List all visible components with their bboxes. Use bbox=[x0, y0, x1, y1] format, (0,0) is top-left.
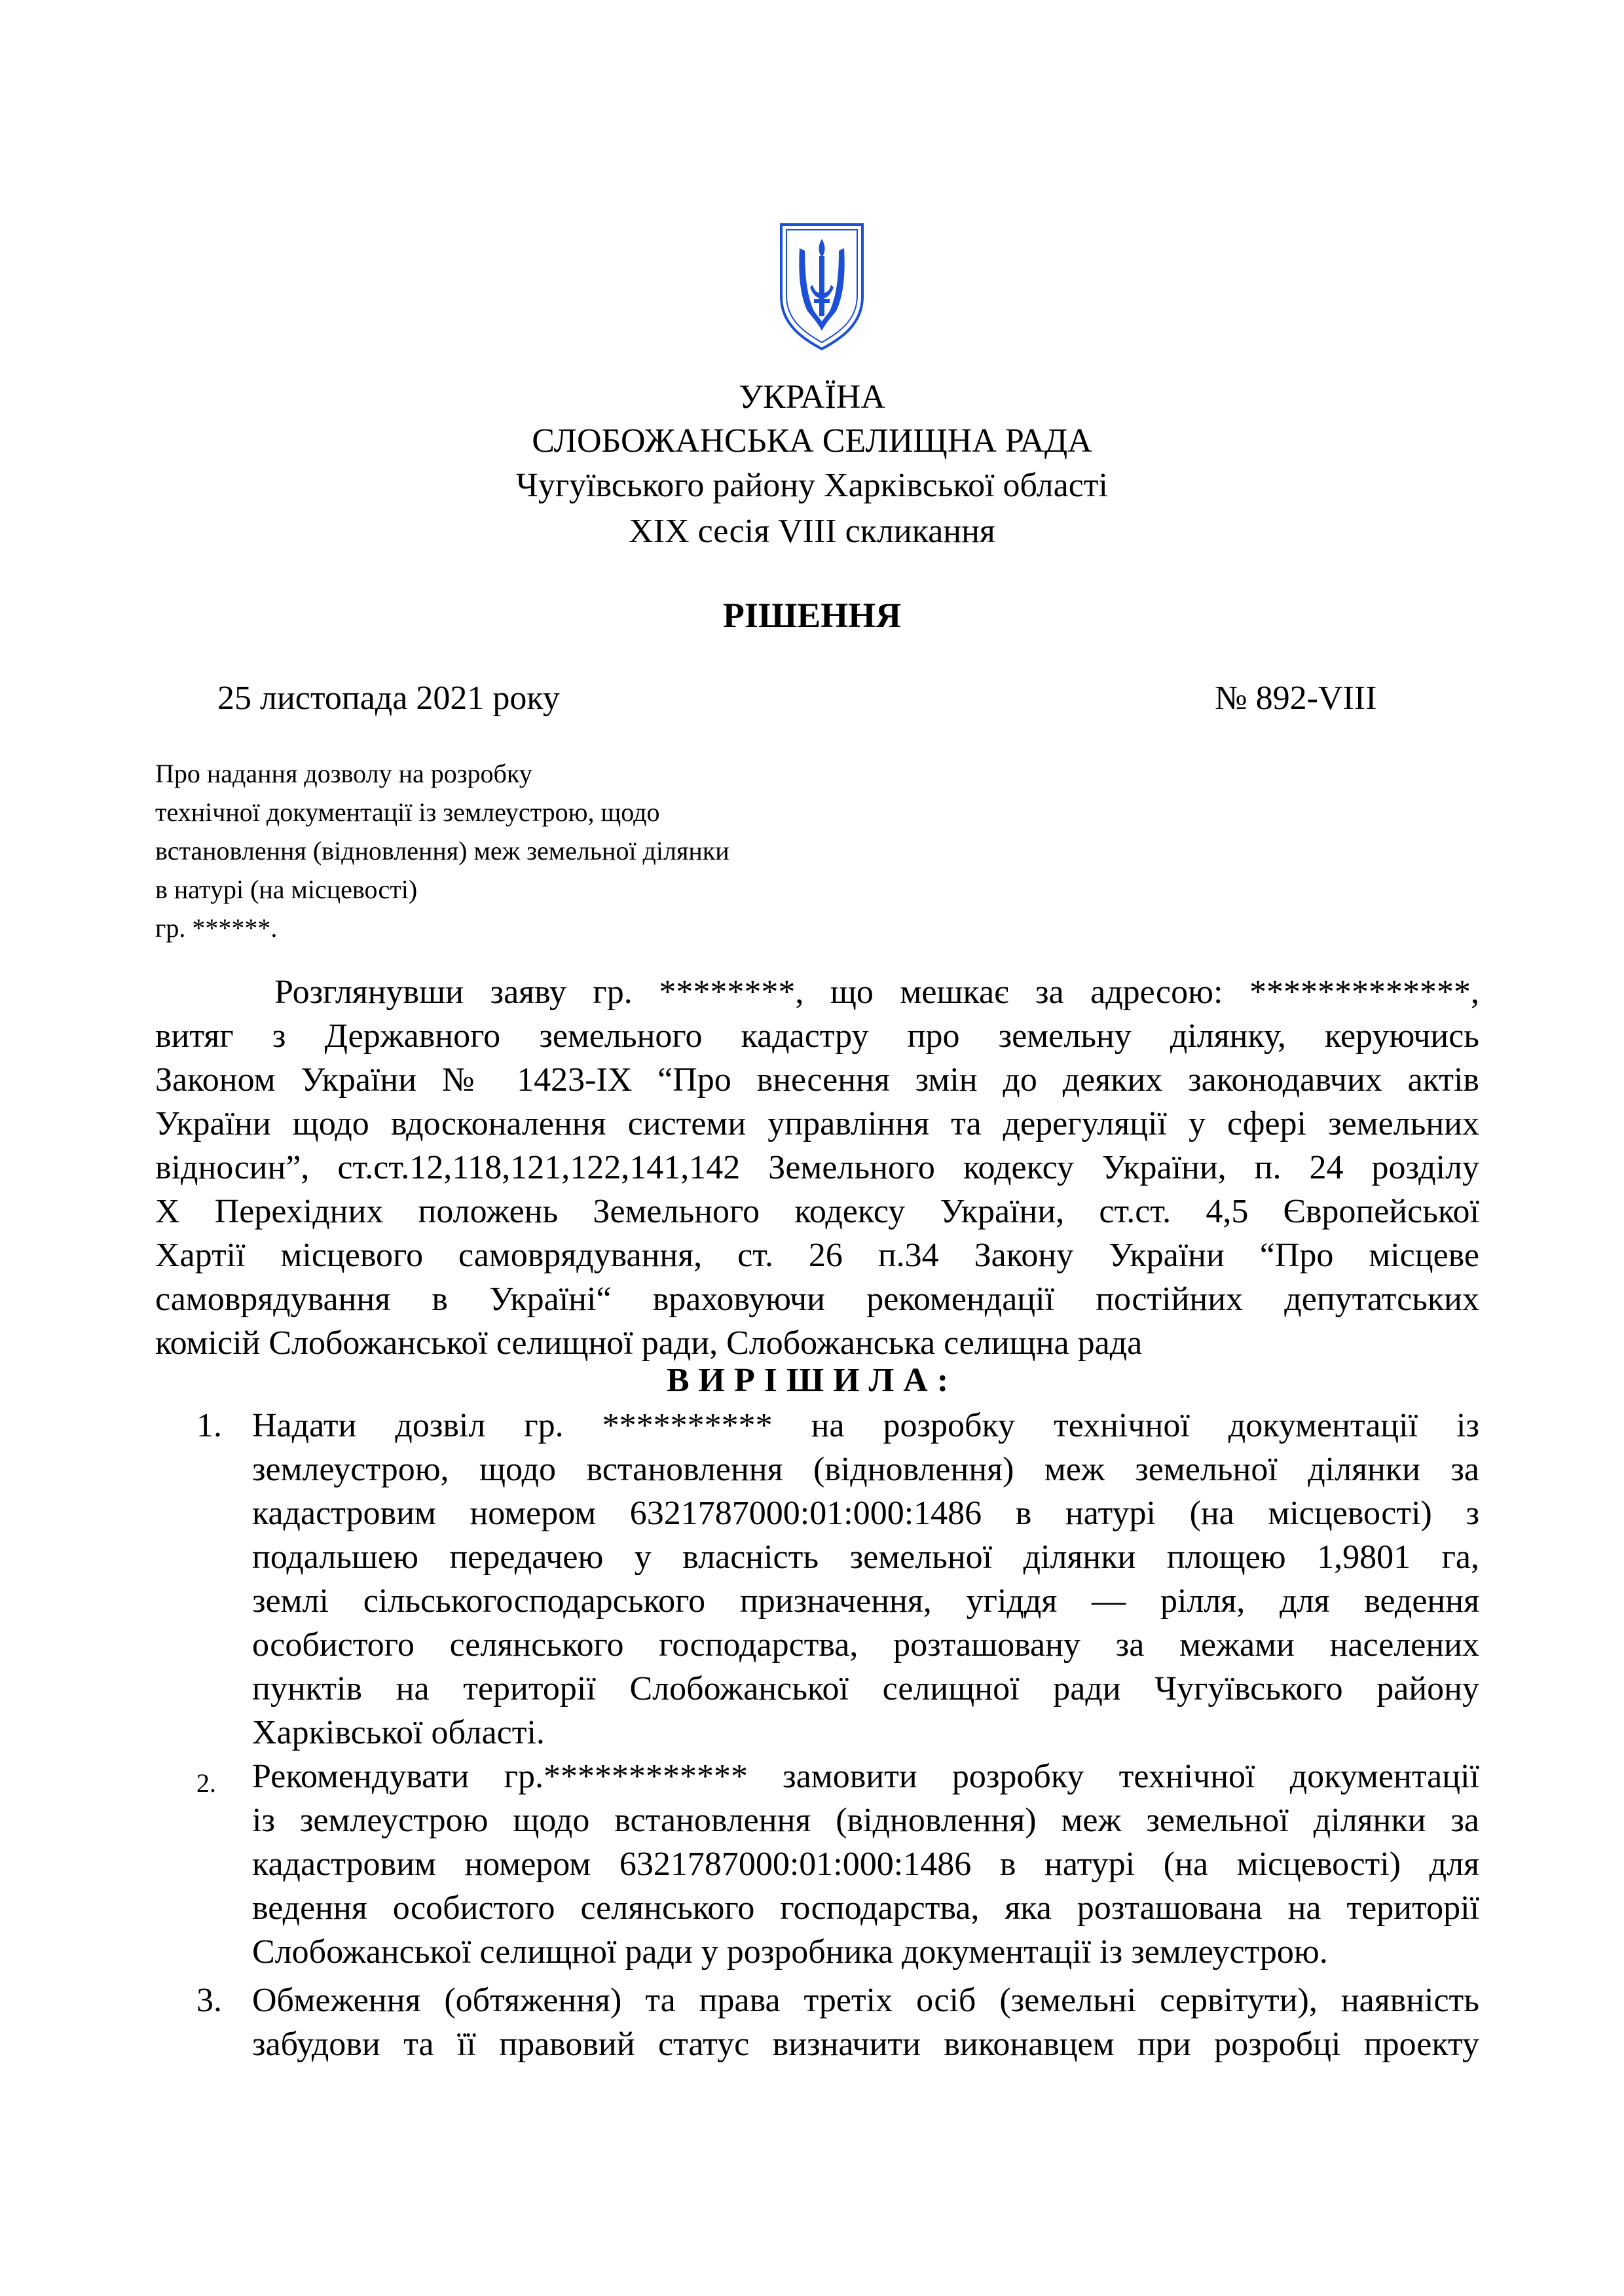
subject-line: встановлення (відновлення) меж земельної ділянки bbox=[155, 836, 729, 866]
preamble-line: комісій Слобожанської селищної ради, Слобожанська селищна рада bbox=[155, 1324, 1143, 1362]
document-title: РІШЕННЯ bbox=[722, 596, 902, 635]
item-line: Харківської області. bbox=[252, 1714, 545, 1751]
item-line: подальшею передачею у власність земельної ділянки площею 1,9801 га, bbox=[252, 1539, 1479, 1576]
subject-line: гр. ******. bbox=[155, 913, 278, 943]
item-line: Рекомендувати гр.************ замовити розробку технічної документації bbox=[252, 1758, 1479, 1795]
preamble-line: X Перехідних положень Земельного кодексу України, ст.ст. 4,5 Європейської bbox=[155, 1193, 1479, 1230]
list-item bbox=[252, 1404, 1479, 1755]
list-item bbox=[252, 1978, 1479, 2066]
item-line: пунктів на території Слобожанської селищної ради Чугуївського району bbox=[252, 1670, 1479, 1707]
preamble bbox=[155, 970, 1479, 1365]
item-line: Обмеження (обтяження) та права третіх осіб (земельні сервітути), наявність bbox=[252, 1982, 1479, 2019]
item-line: кадастровим номером 6321787000:01:000:1486 в натурі (на місцевості) з bbox=[252, 1495, 1479, 1532]
preamble-line: Законом України № 1423-IX “Про внесення змін до деяких законодавчих актів bbox=[155, 1061, 1479, 1099]
item-line: Надати дозвіл гр. ********** на розробку технічної документації із bbox=[252, 1407, 1479, 1444]
item-line: із землеустрою щодо встановлення (відновлення) меж земельної ділянки за bbox=[252, 1802, 1479, 1839]
item-number: 2. bbox=[196, 1768, 216, 1798]
preamble-line: Розглянувши заяву гр. ********, що мешкає за адресою: *************, bbox=[274, 974, 1479, 1011]
item-line: ведення особистого селянського господарства, яка розташована на території bbox=[252, 1889, 1479, 1927]
subject-line: в натурі (на місцевості) bbox=[155, 875, 418, 904]
item-line: кадастровим номером 6321787000:01:000:1486 в натурі (на місцевості) для bbox=[252, 1846, 1479, 1883]
item-number: 3. bbox=[196, 1982, 222, 2019]
country-heading: УКРАЇНА bbox=[739, 378, 885, 416]
decision-subject bbox=[155, 754, 729, 947]
preamble-line: відносин”, ст.ст.12,118,121,122,141,142 Земельного кодексу України, п. 24 розділу bbox=[155, 1149, 1479, 1186]
preamble-line: України щодо вдосконалення системи управління та дерегуляції у сфері земельних bbox=[155, 1105, 1479, 1142]
list-item bbox=[252, 1755, 1479, 1974]
preamble-line: самоврядування в Україні“ враховуючи рекомендації постійних депутатських bbox=[155, 1281, 1479, 1318]
item-line: землі сільськогосподарського призначення, угіддя — рілля, для ведення bbox=[252, 1582, 1479, 1620]
preamble-line: витяг з Державного земельного кадастру про земельну ділянку, керуючись bbox=[155, 1017, 1479, 1055]
coat-of-arms-icon bbox=[776, 219, 868, 354]
decided-heading: ВИРІШИЛА: bbox=[666, 1362, 958, 1399]
item-line: забудови та її правовий статус визначити виконавцем при розробці проекту bbox=[252, 2026, 1479, 2063]
preamble-line: Хартії місцевого самоврядування, ст. 26 п.34 Закону України “Про місцеве bbox=[155, 1237, 1479, 1274]
item-line: Слобожанської селищної ради у розробника документації із землеустрою. bbox=[252, 1933, 1328, 1971]
item-line: особистого селянського господарства, розташовану за межами населених bbox=[252, 1626, 1479, 1664]
subject-line: Про надання дозволу на розробку bbox=[155, 759, 532, 788]
district-heading: Чугуївського району Харківської області bbox=[516, 467, 1108, 504]
decision-date: 25 листопада 2021 року bbox=[217, 680, 560, 717]
council-heading: СЛОБОЖАНСЬКА СЕЛИЩНА РАДА bbox=[532, 422, 1092, 460]
item-number: 1. bbox=[196, 1407, 222, 1444]
decision-number: № 892-VIII bbox=[1215, 680, 1377, 717]
subject-line: технічної документації із землеустрою, щодо bbox=[155, 797, 660, 827]
session-heading: XIX сесія VIII скликання bbox=[629, 513, 995, 550]
item-line: землеустрою, щодо встановлення (відновлення) меж земельної ділянки за bbox=[252, 1451, 1479, 1488]
